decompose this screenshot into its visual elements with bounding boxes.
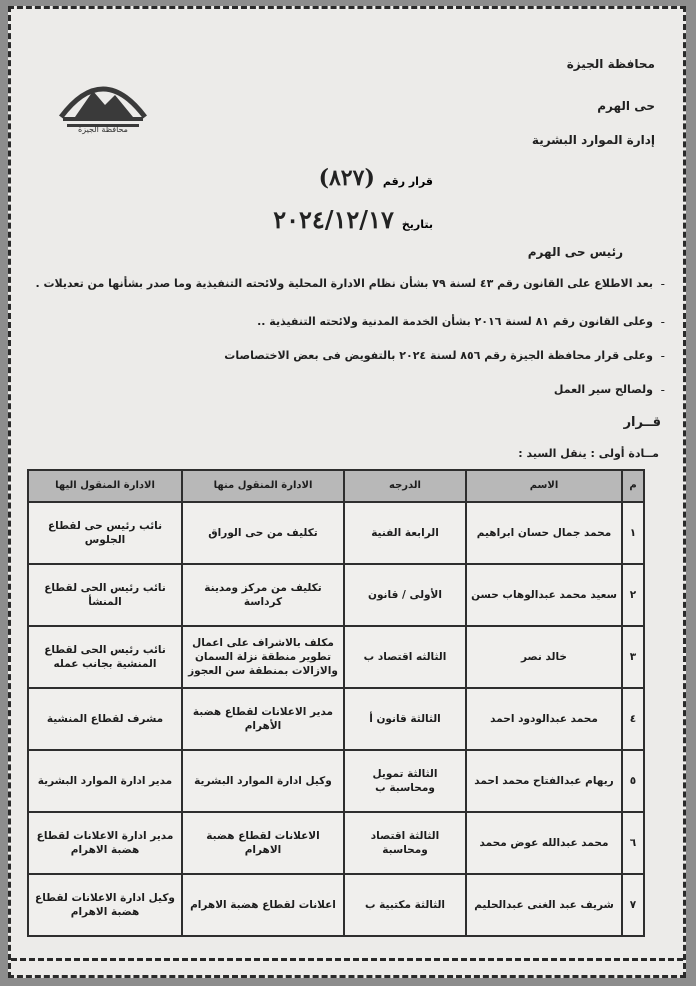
- col-header-number: م: [622, 470, 644, 502]
- decision-label: قرار رقم: [382, 175, 433, 188]
- bullet-marker: -: [660, 277, 665, 291]
- row-number: ٦: [622, 812, 644, 874]
- clause-1: بعد الاطلاع على القانون رقم ٤٣ لسنة ٧٩ بشأن نظام الادارة المحلية ولائحته التنفيذية وما صدر بشأنها من تعديلات .: [35, 277, 653, 290]
- transferred-from: تكليف من مركز ومدينة كرداسة: [182, 564, 344, 626]
- bullet-marker: -: [660, 349, 665, 363]
- transferred-to: نائب رئيس الحى لقطاع المنشية بجانب عمله: [28, 626, 182, 688]
- transferred-from: مدير الاعلانات لقطاع هضبة الأهرام: [182, 688, 344, 750]
- date-label: بتاريخ: [401, 218, 433, 231]
- col-header-to: الادارة المنقول اليها: [28, 470, 182, 502]
- employee-grade: الثالثة قانون أ: [344, 688, 466, 750]
- transferred-to: مدير ادارة الاعلانات لقطاع هضبة الاهرام: [28, 812, 182, 874]
- page-border-divider: [11, 958, 683, 967]
- employee-name: ريهام عبدالفتاح محمد احمد: [466, 750, 622, 812]
- employee-name: محمد عبدالله عوض محمد: [466, 812, 622, 874]
- transfers-table: [27, 469, 645, 937]
- addressee: رئيس حى الهرم: [527, 245, 623, 259]
- decision-document: [8, 6, 686, 978]
- bullet-marker: -: [660, 315, 665, 329]
- clause-2: وعلى القانون رقم ٨١ لسنة ٢٠١٦ بشأن الخدمة المدنية ولائحته التنفيذية ..: [257, 315, 653, 328]
- col-header-grade: الدرجه: [344, 470, 466, 502]
- table-row: [28, 564, 644, 626]
- transferred-from: وكيل ادارة الموارد البشرية: [182, 750, 344, 812]
- article-one: مــادة أولى : ينقل السيد :: [518, 447, 659, 460]
- district-name: حى الهرم: [597, 99, 655, 113]
- row-number: ٣: [622, 626, 644, 688]
- employee-name: محمد جمال حسان ابراهيم: [466, 502, 622, 564]
- employee-name: سعيد محمد عبدالوهاب حسن: [466, 564, 622, 626]
- transferred-from: تكليف من حى الوراق: [182, 502, 344, 564]
- decides-heading: قــرار: [623, 415, 661, 430]
- col-header-from: الادارة المنقول منها: [182, 470, 344, 502]
- transferred-to: نائب رئيس الحى لقطاع المنشأ: [28, 564, 182, 626]
- governorate-name: محافظة الجيزة: [566, 57, 655, 71]
- transferred-to: نائب رئيس حى لقطاع الجلوس: [28, 502, 182, 564]
- table-row: [28, 812, 644, 874]
- transferred-to: مشرف لقطاع المنشية: [28, 688, 182, 750]
- clause-3: وعلى قرار محافظة الجيزة رقم ٨٥٦ لسنة ٢٠٢٤ بالتفويض فى بعض الاختصاصات: [224, 349, 653, 362]
- department-name: إدارة الموارد البشرية: [531, 133, 655, 147]
- table-row: [28, 874, 644, 936]
- clause-4: ولصالح سير العمل: [553, 383, 653, 396]
- employee-name: شريف عبد الغنى عبدالحليم: [466, 874, 622, 936]
- row-number: ١: [622, 502, 644, 564]
- employee-grade: الثالثه اقتصاد ب: [344, 626, 466, 688]
- decision-number: (٨٢٧): [318, 165, 375, 191]
- employee-name: خالد نصر: [466, 626, 622, 688]
- table-row: [28, 688, 644, 750]
- row-number: ٧: [622, 874, 644, 936]
- decision-date: ٢٠٢٤/١٢/١٧: [273, 205, 394, 234]
- row-number: ٥: [622, 750, 644, 812]
- row-number: ٤: [622, 688, 644, 750]
- bullet-marker: -: [660, 383, 665, 397]
- employee-grade: الثالثة تمويل ومحاسبة ب: [344, 750, 466, 812]
- table-row: [28, 626, 644, 688]
- table-row: [28, 750, 644, 812]
- employee-grade: الثالثة اقتصاد ومحاسبة: [344, 812, 466, 874]
- transferred-to: وكيل ادارة الاعلانات لقطاع هضبة الاهرام: [28, 874, 182, 936]
- row-number: ٢: [622, 564, 644, 626]
- transferred-from: اعلانات لقطاع هضبة الاهرام: [182, 874, 344, 936]
- col-header-name: الاسم: [466, 470, 622, 502]
- table-header-row: [28, 470, 644, 502]
- employee-name: محمد عبدالودود احمد: [466, 688, 622, 750]
- employee-grade: الأولى / قانون: [344, 564, 466, 626]
- logo-caption: محافظة الجيزة: [78, 125, 128, 134]
- transferred-to: مدير ادارة الموارد البشرية: [28, 750, 182, 812]
- employee-grade: الثالثة مكتبية ب: [344, 874, 466, 936]
- table-row: [28, 502, 644, 564]
- transferred-from: مكلف بالاشراف على اعمال تطوير منطقة نزلة السمان والازالات بمنطقة سن العجوز: [182, 626, 344, 688]
- transferred-from: الاعلانات لقطاع هضبة الاهرام: [182, 812, 344, 874]
- employee-grade: الرابعة الفنية: [344, 502, 466, 564]
